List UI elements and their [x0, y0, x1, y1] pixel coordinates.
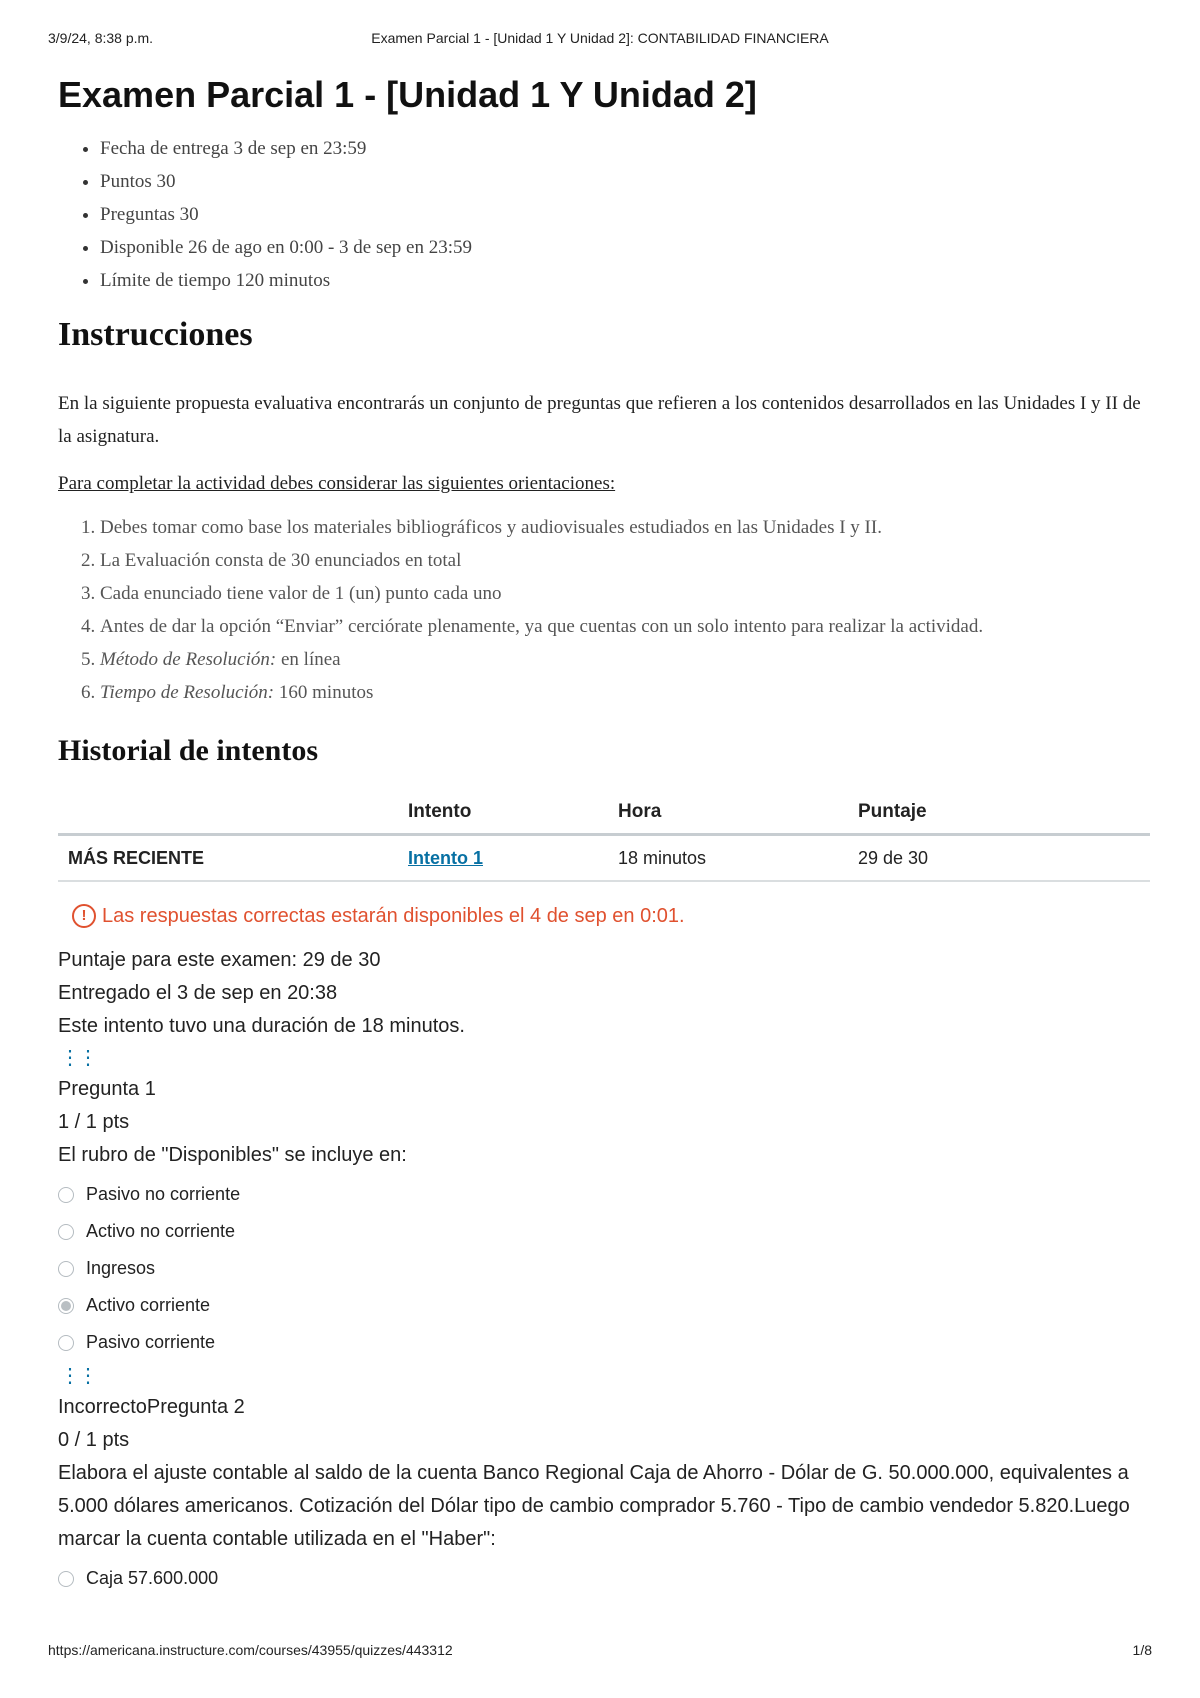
answers-availability-notice	[72, 902, 1148, 930]
attempt-score: 29 de 30	[848, 835, 1150, 882]
radio-button-selected[interactable]	[58, 1298, 74, 1314]
question-title: Pregunta 1	[58, 1078, 156, 1100]
print-footer	[48, 1642, 1152, 1662]
table-row	[58, 835, 1150, 882]
quiz-details-list	[58, 132, 1148, 297]
page-number: 1/8	[1132, 1642, 1152, 1658]
notice-text: Las respuestas correctas estarán disponibles el 4 de sep en 0:01.	[102, 905, 685, 927]
instructions-text: En la siguiente propuesta evaluativa encontrarás un conjunto de preguntas que refieren a los contenidos desarrollados en las Unidades I y II de la asignatura.	[58, 393, 1141, 447]
answer-option-selected[interactable]	[58, 1287, 1148, 1324]
attempt-time: 18 minutos	[608, 835, 848, 882]
answer-option[interactable]	[58, 1213, 1148, 1250]
radio-button[interactable]	[58, 1335, 74, 1351]
column-header-attempt: Intento	[398, 791, 608, 835]
detail-time-limit: • Límite de tiempo 120 minutos	[100, 264, 1148, 297]
orientation-item-method	[100, 643, 1148, 676]
drag-handle-icon[interactable]: ⋮⋮	[60, 1047, 96, 1069]
column-header-time: Hora	[608, 791, 848, 835]
print-date: 3/9/24, 8:38 p.m.	[48, 30, 154, 46]
answer-label: Caja 57.600.000	[86, 1568, 219, 1588]
answer-label: Activo corriente	[86, 1295, 211, 1315]
detail-due-date: • Fecha de entrega 3 de sep en 23:59	[100, 132, 1148, 165]
attempt-summary	[58, 944, 1148, 1043]
question-text: Elabora el ajuste contable al saldo de la cuenta Banco Regional Caja de Ahorro - Dólar de G. 50.000.000, equivalentes a 5.000 dólares americanos. Cotización del Dólar tipo de cambio comprador 5.760 - Tipo de cambio vendedor 5.820.Luego marcar la cuenta contable utilizada en el "Haber":	[58, 1462, 1130, 1550]
answer-label: Pasivo no corriente	[86, 1184, 241, 1204]
print-url: https://americana.instructure.com/courses/43955/quizzes/443312	[48, 1642, 453, 1658]
orientation-title: Para completar la actividad debes considerar las siguientes orientaciones:	[58, 473, 616, 494]
radio-button[interactable]	[58, 1261, 74, 1277]
orientation-item: 2. La Evaluación consta de 30 enunciados en total	[100, 544, 1148, 577]
warning-icon: !	[72, 904, 96, 928]
answer-list	[58, 1176, 1148, 1361]
summary-submitted: Entregado el 3 de sep en 20:38	[58, 982, 338, 1004]
answer-option[interactable]	[58, 1250, 1148, 1287]
print-header	[48, 30, 1152, 50]
time-label: Tiempo de Resolución:	[100, 682, 275, 703]
instructions-heading: Instrucciones	[58, 316, 253, 353]
method-label: Método de Resolución:	[100, 649, 277, 670]
question-points: 0 / 1 pts	[58, 1429, 130, 1451]
radio-button[interactable]	[58, 1224, 74, 1240]
answer-option[interactable]	[58, 1176, 1148, 1213]
orientation-item-time	[100, 676, 1148, 709]
method-value: en línea	[276, 649, 341, 670]
orientation-item: 3. Cada enunciado tiene valor de 1 (un) punto cada uno	[100, 577, 1148, 610]
question-2	[58, 1361, 1148, 1597]
answer-option[interactable]	[58, 1560, 1148, 1597]
radio-button[interactable]	[58, 1571, 74, 1587]
answer-label: Activo no corriente	[86, 1221, 236, 1241]
column-header-score: Puntaje	[848, 791, 1150, 835]
question-text: El rubro de "Disponibles" se incluye en:	[58, 1144, 407, 1166]
page-title: Examen Parcial 1 - [Unidad 1 Y Unidad 2]	[58, 74, 757, 115]
summary-duration: Este intento tuvo una duración de 18 minutos.	[58, 1015, 465, 1037]
question-1	[58, 1043, 1148, 1361]
attempts-header-row	[58, 791, 1150, 835]
orientation-item: 4. Antes de dar la opción “Enviar” cerciórate plenamente, ya que cuentas con un solo intento para realizar la actividad.	[100, 610, 1148, 643]
detail-availability: • Disponible 26 de ago en 0:00 - 3 de sep en 23:59	[100, 231, 1148, 264]
summary-score: Puntaje para este examen: 29 de 30	[58, 949, 381, 971]
orientation-list	[58, 511, 1148, 709]
history-heading: Historial de intentos	[58, 734, 318, 767]
detail-questions: • Preguntas 30	[100, 198, 1148, 231]
answer-label: Pasivo corriente	[86, 1332, 216, 1352]
attempt-row-label: MÁS RECIENTE	[58, 835, 398, 882]
attempts-table	[58, 791, 1150, 882]
question-points: 1 / 1 pts	[58, 1111, 130, 1133]
attempt-cell	[398, 835, 608, 882]
quiz-content	[58, 68, 1148, 1597]
column-header-empty	[58, 791, 398, 835]
print-doc-title: Examen Parcial 1 - [Unidad 1 Y Unidad 2]: CONTABILIDAD FINANCIERA	[371, 30, 829, 46]
answer-option[interactable]	[58, 1324, 1148, 1361]
drag-handle-icon[interactable]: ⋮⋮	[60, 1365, 96, 1387]
attempt-link[interactable]: Intento 1	[408, 847, 483, 868]
orientation-item: 1. Debes tomar como base los materiales bibliográficos y audiovisuales estudiados en las Unidades I y II.	[100, 511, 1148, 544]
radio-button[interactable]	[58, 1187, 74, 1203]
answer-list	[58, 1560, 1148, 1597]
answer-label: Ingresos	[86, 1258, 156, 1278]
detail-points: • Puntos 30	[100, 165, 1148, 198]
time-value: 160 minutos	[274, 682, 374, 703]
question-title: IncorrectoPregunta 2	[58, 1396, 245, 1418]
